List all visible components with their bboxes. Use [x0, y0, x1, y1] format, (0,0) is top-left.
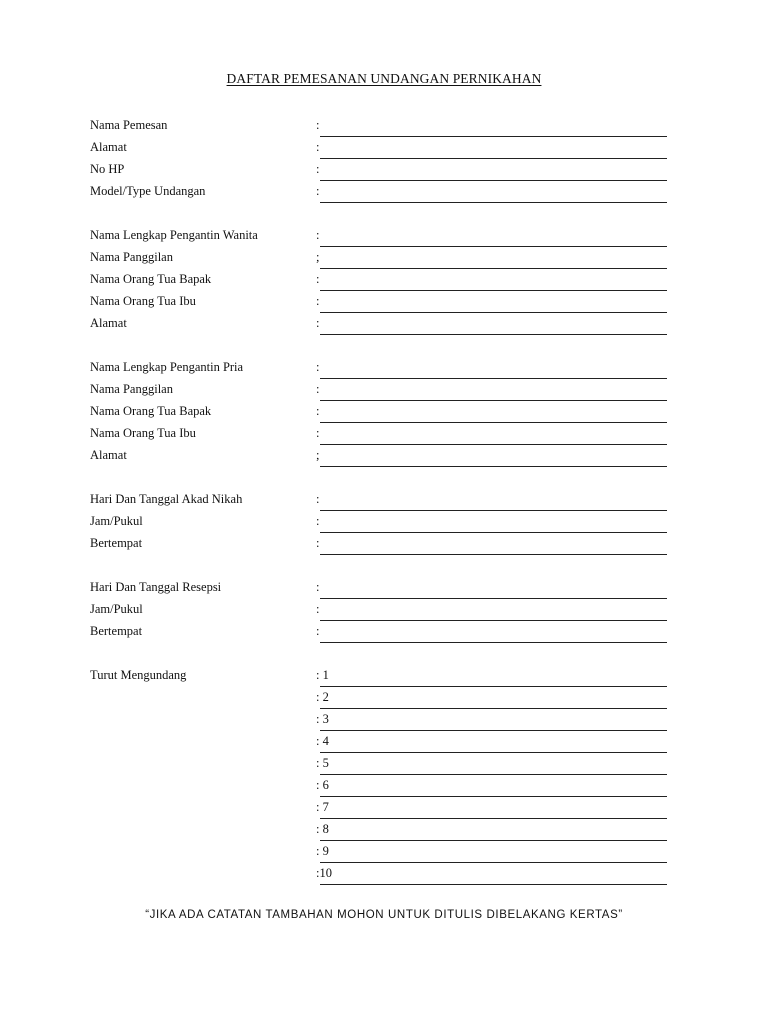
nama-lengkap-pria-field[interactable] [320, 357, 667, 378]
form-row-alamat-pemesan [90, 137, 667, 159]
form-row-panggilan-pria [90, 379, 667, 401]
footer-note: “JIKA ADA CATATAN TAMBAHAN MOHON UNTUK DITULIS DIBELAKANG KERTAS” [145, 909, 623, 921]
form-row-tanggal-resepsi [90, 577, 667, 599]
field-separator: : 8 [316, 822, 329, 836]
alamat-pemesan-field[interactable] [320, 137, 667, 158]
orang-tua-bapak-wanita-field[interactable] [320, 269, 667, 290]
turut-mengundang-2-field[interactable] [320, 687, 667, 708]
field-separator: : [316, 492, 320, 506]
nama-panggilan-wanita-field[interactable] [320, 247, 667, 268]
field-separator: : [316, 316, 320, 330]
field-separator: : [316, 272, 320, 286]
form-row-turut-1 [90, 665, 667, 687]
form-row-nama-pemesan [90, 115, 667, 137]
turut-mengundang-8-field[interactable] [320, 819, 667, 840]
turut-mengundang-1-field[interactable] [320, 665, 667, 686]
turut-mengundang-5-field[interactable] [320, 753, 667, 774]
form-row-model-undangan [90, 181, 667, 203]
field-label: Hari Dan Tanggal Akad Nikah [90, 492, 243, 506]
field-separator: : [316, 624, 320, 638]
turut-mengundang-10-field[interactable] [320, 863, 667, 884]
field-label: Bertempat [90, 536, 143, 550]
field-separator: : [316, 162, 320, 176]
field-separator: : [316, 536, 320, 550]
field-separator: : 6 [316, 778, 329, 792]
field-separator: : [316, 184, 320, 198]
field-label: Bertempat [90, 624, 143, 638]
tanggal-akad-field[interactable] [320, 489, 667, 510]
field-separator: : 4 [316, 734, 329, 748]
field-label: Nama Lengkap Pengantin Wanita [90, 228, 258, 242]
field-separator: :10 [316, 866, 332, 880]
turut-mengundang-6-field[interactable] [320, 775, 667, 796]
field-label: Hari Dan Tanggal Resepsi [90, 580, 222, 594]
field-label: Nama Panggilan [90, 250, 173, 264]
nama-panggilan-pria-field[interactable] [320, 379, 667, 400]
form-row-ibu-wanita [90, 291, 667, 313]
fill-line [320, 642, 667, 643]
field-label: Turut Mengundang [90, 668, 187, 682]
form-row-tempat-akad [90, 533, 667, 555]
form-row-no-hp [90, 159, 667, 181]
field-label: Nama Panggilan [90, 382, 173, 396]
orang-tua-ibu-pria-field[interactable] [320, 423, 667, 444]
form-row-tempat-resepsi [90, 621, 667, 643]
tempat-resepsi-field[interactable] [320, 621, 667, 642]
form-row-turut-6 [90, 775, 667, 797]
fill-line [320, 884, 667, 885]
nama-lengkap-wanita-field[interactable] [320, 225, 667, 246]
field-label: No HP [90, 162, 125, 176]
field-label: Nama Orang Tua Bapak [90, 404, 212, 418]
field-separator: : 5 [316, 756, 329, 770]
field-label: Jam/Pukul [90, 602, 143, 616]
field-label: Model/Type Undangan [90, 184, 206, 198]
field-label: Alamat [90, 316, 127, 330]
form-row-turut-9 [90, 841, 667, 863]
field-label: Nama Pemesan [90, 118, 168, 132]
field-separator: : [316, 602, 320, 616]
field-separator: : 3 [316, 712, 329, 726]
form-row-nama-pria [90, 357, 667, 379]
turut-mengundang-3-field[interactable] [320, 709, 667, 730]
field-separator: : 9 [316, 844, 329, 858]
fill-line [320, 466, 667, 467]
form-row-alamat-wanita [90, 313, 667, 335]
field-separator: : 1 [316, 668, 329, 682]
turut-mengundang-4-field[interactable] [320, 731, 667, 752]
form-row-bapak-pria [90, 401, 667, 423]
model-undangan-field[interactable] [320, 181, 667, 202]
field-separator: : [316, 228, 320, 242]
form-row-turut-3 [90, 709, 667, 731]
form-row-ibu-pria [90, 423, 667, 445]
tanggal-resepsi-field[interactable] [320, 577, 667, 598]
form-row-turut-7 [90, 797, 667, 819]
field-separator: : [316, 514, 320, 528]
no-hp-field[interactable] [320, 159, 667, 180]
form-row-jam-akad [90, 511, 667, 533]
field-label: Nama Lengkap Pengantin Pria [90, 360, 244, 374]
jam-akad-field[interactable] [320, 511, 667, 532]
field-label: Nama Orang Tua Ibu [90, 294, 196, 308]
form-row-bapak-wanita [90, 269, 667, 291]
field-separator: : [316, 382, 320, 396]
orang-tua-ibu-wanita-field[interactable] [320, 291, 667, 312]
alamat-wanita-field[interactable] [320, 313, 667, 334]
nama-pemesan-field[interactable] [320, 115, 667, 136]
turut-mengundang-7-field[interactable] [320, 797, 667, 818]
field-separator: : [316, 404, 320, 418]
fill-line [320, 334, 667, 335]
field-label: Jam/Pukul [90, 514, 143, 528]
form-row-turut-10 [90, 863, 667, 885]
field-separator: : [316, 426, 320, 440]
form-row-turut-5 [90, 753, 667, 775]
field-label: Alamat [90, 140, 127, 154]
fill-line [320, 554, 667, 555]
field-separator: : [316, 360, 320, 374]
field-separator: ; [316, 448, 320, 462]
form-row-turut-2 [90, 687, 667, 709]
form-row-panggilan-wanita [90, 247, 667, 269]
turut-mengundang-9-field[interactable] [320, 841, 667, 862]
tempat-akad-field[interactable] [320, 533, 667, 554]
form-row-alamat-pria [90, 445, 667, 467]
field-separator: ; [316, 250, 320, 264]
alamat-pria-field[interactable] [320, 445, 667, 466]
orang-tua-bapak-pria-field[interactable] [320, 401, 667, 422]
field-separator: : [316, 294, 320, 308]
field-separator: : 7 [316, 800, 329, 814]
field-separator: : [316, 580, 320, 594]
field-separator: : [316, 140, 320, 154]
form-row-jam-resepsi [90, 599, 667, 621]
form-row-turut-8 [90, 819, 667, 841]
field-separator: : 2 [316, 690, 329, 704]
form-row-turut-4 [90, 731, 667, 753]
field-label: Nama Orang Tua Ibu [90, 426, 196, 440]
field-separator: : [316, 118, 320, 132]
form-row-tanggal-akad [90, 489, 667, 511]
document-title: DAFTAR PEMESANAN UNDANGAN PERNIKAHAN [226, 71, 542, 86]
form-row-nama-wanita [90, 225, 667, 247]
field-label: Nama Orang Tua Bapak [90, 272, 212, 286]
field-label: Alamat [90, 448, 127, 462]
jam-resepsi-field[interactable] [320, 599, 667, 620]
fill-line [320, 202, 667, 203]
